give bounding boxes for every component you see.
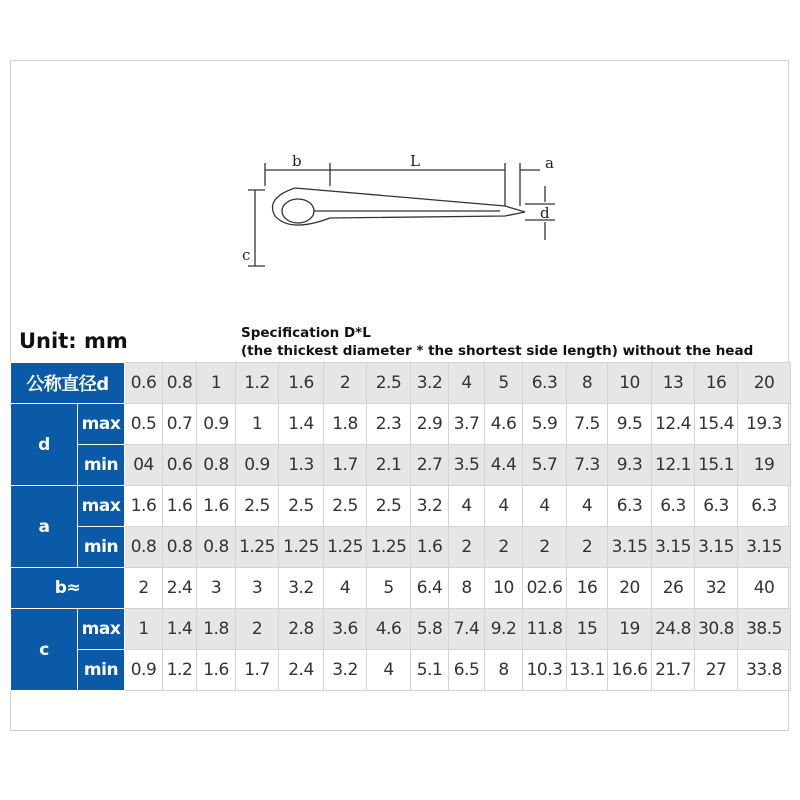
group-label: a	[11, 486, 78, 568]
value-cell: 1.7	[236, 650, 279, 691]
value-cell: 0.8	[125, 527, 163, 568]
value-cell: 9.3	[608, 445, 652, 486]
cotter-pin-diagram	[230, 148, 570, 278]
value-cell: 0.8	[163, 527, 197, 568]
table-row	[11, 568, 791, 609]
value-cell: 6.4	[411, 568, 449, 609]
value-cell: 40	[738, 568, 791, 609]
value-cell: 3.15	[608, 527, 652, 568]
value-cell: 0.8	[197, 527, 236, 568]
value-cell: 5.8	[411, 609, 449, 650]
value-cell: 2	[485, 527, 523, 568]
value-cell: 3	[236, 568, 279, 609]
value-cell: 6.3	[695, 486, 738, 527]
sub-label: min	[78, 650, 125, 691]
value-cell: 15.4	[695, 404, 738, 445]
nominal-label: 公称直径d	[11, 363, 125, 404]
value-cell: 1.25	[367, 527, 411, 568]
value-cell: 2.4	[279, 650, 324, 691]
value-cell: 3.7	[449, 404, 485, 445]
spec-line-2: (the thickest diameter * the shortest side length) without the head	[241, 343, 754, 359]
sub-label: min	[78, 527, 125, 568]
value-cell: 16	[567, 568, 608, 609]
value-cell: 1.6	[411, 527, 449, 568]
value-cell: 3.15	[738, 527, 791, 568]
table-row	[11, 445, 791, 486]
value-cell: 2	[449, 527, 485, 568]
value-cell: 1.7	[324, 445, 367, 486]
value-cell: 02.6	[523, 568, 567, 609]
value-cell: 1.8	[324, 404, 367, 445]
value-cell: 4	[523, 486, 567, 527]
value-cell: 4	[324, 568, 367, 609]
value-cell: 2.5	[279, 486, 324, 527]
value-cell: 20	[608, 568, 652, 609]
nominal-cell: 16	[695, 363, 738, 404]
label-d: d	[540, 204, 550, 222]
value-cell: 1.6	[125, 486, 163, 527]
value-cell: 2.5	[367, 486, 411, 527]
nominal-cell: 4	[449, 363, 485, 404]
value-cell: 15.1	[695, 445, 738, 486]
nominal-cell: 3.2	[411, 363, 449, 404]
table-row	[11, 609, 791, 650]
label-c: c	[242, 246, 251, 264]
value-cell: 2.7	[411, 445, 449, 486]
value-cell: 6.3	[738, 486, 791, 527]
value-cell: 1.6	[197, 650, 236, 691]
value-cell: 11.8	[523, 609, 567, 650]
table-row	[11, 486, 791, 527]
value-cell: 1	[236, 404, 279, 445]
value-cell: 10.3	[523, 650, 567, 691]
value-cell: 1.6	[197, 486, 236, 527]
value-cell: 5.1	[411, 650, 449, 691]
table-row	[11, 404, 791, 445]
value-cell: 9.2	[485, 609, 523, 650]
value-cell: 0.5	[125, 404, 163, 445]
value-cell: 6.3	[608, 486, 652, 527]
nominal-cell: 1.6	[279, 363, 324, 404]
value-cell: 2.4	[163, 568, 197, 609]
value-cell: 1.6	[163, 486, 197, 527]
value-cell: 3.2	[279, 568, 324, 609]
value-cell: 7.3	[567, 445, 608, 486]
nominal-cell: 5	[485, 363, 523, 404]
value-cell: 1.4	[279, 404, 324, 445]
value-cell: 7.4	[449, 609, 485, 650]
value-cell: 10	[485, 568, 523, 609]
value-cell: 5.7	[523, 445, 567, 486]
value-cell: 26	[652, 568, 695, 609]
value-cell: 1.4	[163, 609, 197, 650]
value-cell: 0.6	[163, 445, 197, 486]
value-cell: 1.25	[279, 527, 324, 568]
value-cell: 4	[449, 486, 485, 527]
value-cell: 04	[125, 445, 163, 486]
value-cell: 2.5	[324, 486, 367, 527]
nominal-cell: 20	[738, 363, 791, 404]
value-cell: 2.1	[367, 445, 411, 486]
value-cell: 5	[367, 568, 411, 609]
value-cell: 30.8	[695, 609, 738, 650]
value-cell: 19.3	[738, 404, 791, 445]
nominal-cell: 1.2	[236, 363, 279, 404]
sub-label: max	[78, 609, 125, 650]
value-cell: 4	[485, 486, 523, 527]
value-cell: 12.1	[652, 445, 695, 486]
value-cell: 9.5	[608, 404, 652, 445]
value-cell: 8	[485, 650, 523, 691]
value-cell: 2	[236, 609, 279, 650]
nominal-cell: 13	[652, 363, 695, 404]
value-cell: 4.4	[485, 445, 523, 486]
value-cell: 7.5	[567, 404, 608, 445]
value-cell: 15	[567, 609, 608, 650]
nominal-cell: 0.8	[163, 363, 197, 404]
value-cell: 3.2	[324, 650, 367, 691]
table-row	[11, 527, 791, 568]
value-cell: 12.4	[652, 404, 695, 445]
group-label: d	[11, 404, 78, 486]
label-b: b	[292, 152, 302, 170]
value-cell: 27	[695, 650, 738, 691]
value-cell: 8	[449, 568, 485, 609]
value-cell: 6.5	[449, 650, 485, 691]
value-cell: 1.25	[324, 527, 367, 568]
nominal-cell: 10	[608, 363, 652, 404]
value-cell: 0.9	[236, 445, 279, 486]
nominal-row	[11, 363, 791, 404]
value-cell: 2	[523, 527, 567, 568]
value-cell: 38.5	[738, 609, 791, 650]
value-cell: 2.5	[236, 486, 279, 527]
value-cell: 24.8	[652, 609, 695, 650]
value-cell: 21.7	[652, 650, 695, 691]
value-cell: 0.9	[125, 650, 163, 691]
value-cell: 3	[197, 568, 236, 609]
value-cell: 3.6	[324, 609, 367, 650]
nominal-cell: 1	[197, 363, 236, 404]
value-cell: 0.7	[163, 404, 197, 445]
label-L: L	[410, 152, 420, 170]
value-cell: 1.8	[197, 609, 236, 650]
value-cell: 33.8	[738, 650, 791, 691]
sub-label: max	[78, 404, 125, 445]
value-cell: 2	[567, 527, 608, 568]
value-cell: 19	[738, 445, 791, 486]
value-cell: 16.6	[608, 650, 652, 691]
nominal-cell: 8	[567, 363, 608, 404]
value-cell: 3.15	[652, 527, 695, 568]
sub-label: max	[78, 486, 125, 527]
value-cell: 1.3	[279, 445, 324, 486]
nominal-cell: 6.3	[523, 363, 567, 404]
value-cell: 5.9	[523, 404, 567, 445]
spec-line-1: Specification D*L	[241, 325, 371, 341]
spec-description	[241, 324, 753, 360]
unit-label: Unit: mm	[19, 329, 128, 353]
nominal-cell: 2	[324, 363, 367, 404]
value-cell: 1.25	[236, 527, 279, 568]
label-a: a	[545, 154, 554, 172]
value-cell: 3.2	[411, 486, 449, 527]
nominal-cell: 0.6	[125, 363, 163, 404]
value-cell: 4	[367, 650, 411, 691]
value-cell: 4.6	[367, 609, 411, 650]
value-cell: 3.5	[449, 445, 485, 486]
nominal-cell: 2.5	[367, 363, 411, 404]
value-cell: 4.6	[485, 404, 523, 445]
sub-label: min	[78, 445, 125, 486]
value-cell: 1	[125, 609, 163, 650]
value-cell: 13.1	[567, 650, 608, 691]
value-cell: 2.3	[367, 404, 411, 445]
value-cell: 2.9	[411, 404, 449, 445]
value-cell: 1.2	[163, 650, 197, 691]
value-cell: 0.8	[197, 445, 236, 486]
value-cell: 19	[608, 609, 652, 650]
group-label: c	[11, 609, 78, 691]
spec-table	[10, 362, 791, 691]
value-cell: 6.3	[652, 486, 695, 527]
value-cell: 32	[695, 568, 738, 609]
table-row	[11, 650, 791, 691]
value-cell: 2.8	[279, 609, 324, 650]
value-cell: 3.15	[695, 527, 738, 568]
value-cell: 2	[125, 568, 163, 609]
value-cell: 0.9	[197, 404, 236, 445]
group-label: b≈	[11, 568, 125, 609]
value-cell: 4	[567, 486, 608, 527]
